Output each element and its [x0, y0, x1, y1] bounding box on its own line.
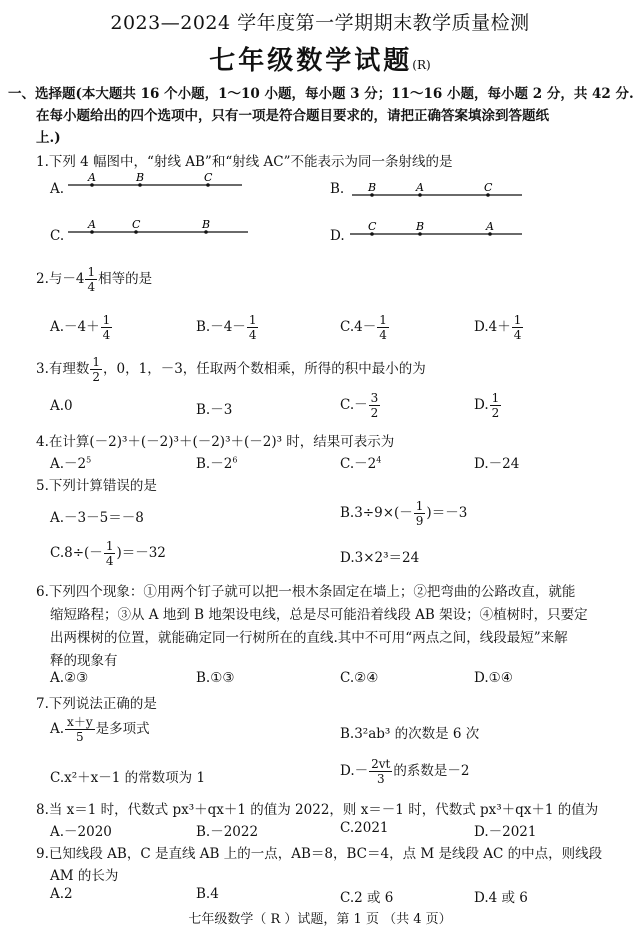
- figure-d: [350, 220, 522, 236]
- figure-b-label-a: A: [416, 181, 424, 194]
- q6-option-a: A.②③: [50, 670, 89, 686]
- q5-b-frac: [414, 500, 426, 527]
- q8-option-d: D.－2021: [474, 824, 537, 840]
- q7-option-a: [50, 716, 150, 743]
- q6-line1: 6.下列四个现象：①用两个钉子就可以把一根木条固定在墙上；②把弯曲的公路改直，就能: [36, 584, 576, 600]
- q6-option-c: C.②④: [340, 670, 379, 686]
- q4-b-base: B.－2: [196, 456, 233, 472]
- q5-option-c: [50, 540, 166, 567]
- q9-option-c: C.2 或 6: [340, 890, 394, 906]
- q3-stem-post: ，0，1，－3，任取两个数相乘，所得的积中最小的为: [103, 361, 426, 377]
- q2-a-frac: [101, 314, 113, 341]
- q9-option-b: B.4: [196, 886, 219, 902]
- q3-num: 1: [92, 355, 101, 369]
- exam-header-title: 2023—2024 学年度第一学期期末教学质量检测: [110, 12, 530, 34]
- q2-num: 1: [87, 265, 96, 279]
- q2-den: 4: [87, 280, 96, 294]
- q2-b-den: 4: [248, 328, 257, 342]
- figure-a: [68, 171, 242, 187]
- figure-c-label-b: B: [202, 218, 211, 231]
- q5-c-den: 4: [105, 554, 114, 568]
- q7-a-frac: [65, 716, 95, 743]
- q2-d-frac: [512, 314, 524, 341]
- q2-a-text: A.－4＋: [50, 319, 100, 335]
- q5-option-b: [340, 500, 467, 527]
- q3-c-num: 3: [370, 391, 379, 405]
- q2-d-text: D.4＋: [474, 319, 511, 335]
- q2-b-frac: [247, 314, 259, 341]
- q1-option-d: D.: [330, 228, 345, 244]
- q3-option-c: [340, 392, 381, 419]
- figure-c-label-c: C: [132, 218, 141, 231]
- q5-c-pre: C.8÷(－: [50, 545, 103, 561]
- q2-a-num: 1: [102, 313, 111, 327]
- q7-a-num: x＋y: [67, 715, 93, 729]
- q4-option-c: [340, 452, 381, 472]
- q7-d-num: 2vt: [371, 757, 391, 771]
- q7-a-post: 是多项式: [95, 721, 150, 737]
- q8-stem: 8.当 x＝1 时，代数式 px³＋qx＋1 的值为 2022，则 x＝－1 时，代数式 px³＋qx＋1 的值为: [36, 802, 599, 818]
- page-footer: 七年级数学（ R ）试题，第 1 页 （共 4 页）: [188, 912, 452, 927]
- q3-option-a: A.0: [50, 398, 73, 414]
- q1-ray-figures: [0, 0, 640, 260]
- q4-option-a: [50, 452, 91, 472]
- q8-option-a: A.－2020: [50, 824, 112, 840]
- q8-option-b: B.－2022: [196, 824, 259, 840]
- q4-option-b: [196, 452, 237, 472]
- q3-d-frac: [490, 392, 502, 419]
- q9-line1: 9.已知线段 AB，C 是直线 AB 上的一点，AB＝8，BC＝4，点 M 是线段 AC 的中点，则线段: [36, 846, 603, 862]
- q2-fraction: [85, 266, 97, 293]
- section-heading-line1: 一、选择题(本大题共 16 个小题，1～10 小题，每小题 3 分；11～16 小题，每小题 2 分，共 42 分.: [8, 86, 634, 102]
- q5-option-a: A.－3－5＝－8: [50, 510, 144, 526]
- figure-b-label-c: C: [484, 181, 493, 194]
- q4-stem: 4.在计算(－2)³＋(－2)³＋(－2)³＋(－2)³ 时，结果可表示为: [36, 434, 395, 450]
- q4-c-exp: 4: [376, 455, 382, 465]
- q8-option-c: C.2021: [340, 820, 389, 836]
- figure-b: [352, 181, 522, 197]
- q7-option-c: C.x²＋x－1 的常数项为 1: [50, 770, 206, 786]
- q2-c-den: 4: [379, 328, 387, 342]
- q1-stem: 1.下列 4 幅图中，“射线 AB”和“射线 AC”不能表示为同一条射线的是: [36, 154, 453, 170]
- q9-line2: AM 的长为: [50, 868, 119, 884]
- q5-b-pre: B.3÷9×(－: [340, 505, 413, 521]
- q9-option-d: D.4 或 6: [474, 890, 528, 906]
- q5-b-num: 1: [415, 499, 424, 513]
- section-heading-line2: 在每小题给出的四个选项中，只有一项是符合题目要求的，请把正确答案填涂到答题纸: [36, 108, 549, 124]
- q9-option-a: A.2: [50, 886, 73, 902]
- figure-a-label-a: A: [88, 171, 96, 184]
- q2-b-text: B.－4－: [196, 319, 246, 335]
- q3-den: 2: [92, 370, 101, 384]
- q3-fraction: [90, 356, 102, 383]
- q2-option-b: [196, 314, 259, 341]
- q2-option-c: [340, 314, 390, 341]
- q2-b-num: 1: [248, 313, 257, 327]
- q5-c-frac: [104, 540, 116, 567]
- figure-a-label-c: C: [204, 171, 213, 184]
- q3-c-den: 2: [370, 406, 379, 420]
- q3-option-d: [474, 392, 502, 419]
- q6-line4: 释的现象有: [50, 653, 118, 669]
- q2-stem-pre: 2.与－4: [36, 271, 85, 287]
- figure-c: [68, 218, 248, 234]
- q6-line2: 缩短路程；③从 A 地到 B 地架设电线，总是尽可能沿着线段 AB 架设；④植树时，只要定: [50, 607, 588, 623]
- q7-d-post: 的系数是－2: [393, 763, 470, 779]
- q7-a-pre: A.: [50, 721, 65, 737]
- q7-option-d: [340, 758, 469, 785]
- q2-c-num: 1: [379, 313, 387, 327]
- q2-a-den: 4: [102, 328, 111, 342]
- q2-c-text: C.4－: [340, 319, 377, 335]
- q5-c-num: 1: [105, 539, 114, 553]
- q2-option-a: [50, 314, 113, 341]
- q5-b-den: 9: [415, 514, 424, 528]
- q4-a-exp: 5: [86, 455, 92, 465]
- figure-d-label-a: A: [486, 220, 494, 233]
- q4-b-exp: 6: [232, 455, 238, 465]
- q2-d-den: 4: [513, 328, 522, 342]
- q1-option-a: A.: [50, 181, 65, 197]
- q6-line3: 出两棵树的位置，就能确定同一行树所在的直线.其中不可用“两点之间，线段最短”来解: [50, 630, 568, 646]
- q6-option-d: D.①④: [474, 670, 513, 686]
- figure-d-label-b: B: [416, 220, 425, 233]
- q1-option-c: C.: [50, 228, 65, 244]
- figure-b-label-b: B: [368, 181, 377, 194]
- q5-stem: 5.下列计算错误的是: [36, 478, 157, 494]
- q5-b-post: )＝－3: [426, 505, 468, 521]
- q4-a-base: A.－2: [50, 456, 87, 472]
- q1-option-b: B.: [330, 181, 345, 197]
- q7-option-b: B.3²ab³ 的次数是 6 次: [340, 726, 480, 742]
- q5-option-d: D.3×2³＝24: [340, 550, 420, 566]
- q7-a-den: 5: [76, 730, 84, 744]
- q3-stem: [36, 356, 426, 383]
- q3-d-den: 2: [491, 406, 500, 420]
- q4-option-d: D.－24: [474, 456, 520, 472]
- q3-c-text: C.－: [340, 397, 368, 413]
- q2-stem: [36, 266, 152, 293]
- q7-d-den: 3: [376, 772, 385, 786]
- figure-d-label-c: C: [368, 220, 377, 233]
- q7-stem: 7.下列说法正确的是: [36, 696, 157, 712]
- q3-stem-pre: 3.有理数: [36, 361, 90, 377]
- subject-title-text: 七年级数学试题: [209, 46, 413, 76]
- q2-option-d: [474, 314, 524, 341]
- q7-d-frac: [369, 758, 392, 785]
- q3-c-frac: [369, 392, 381, 419]
- q3-d-text: D.: [474, 397, 489, 413]
- q3-d-num: 1: [491, 391, 500, 405]
- q2-c-frac: [377, 314, 389, 341]
- figure-c-label-a: A: [88, 218, 96, 231]
- q6-option-b: B.①③: [196, 670, 235, 686]
- section-heading-line3: 上.): [36, 130, 61, 146]
- q5-c-post: )＝－32: [116, 545, 166, 561]
- q7-d-pre: D.－: [340, 763, 369, 779]
- figure-a-label-b: B: [136, 171, 145, 184]
- q3-option-b: B.－3: [196, 402, 233, 418]
- edition-mark: (R): [412, 58, 431, 72]
- q2-d-num: 1: [513, 313, 522, 327]
- q4-c-base: C.－2: [340, 456, 377, 472]
- q2-stem-post: 相等的是: [98, 271, 153, 287]
